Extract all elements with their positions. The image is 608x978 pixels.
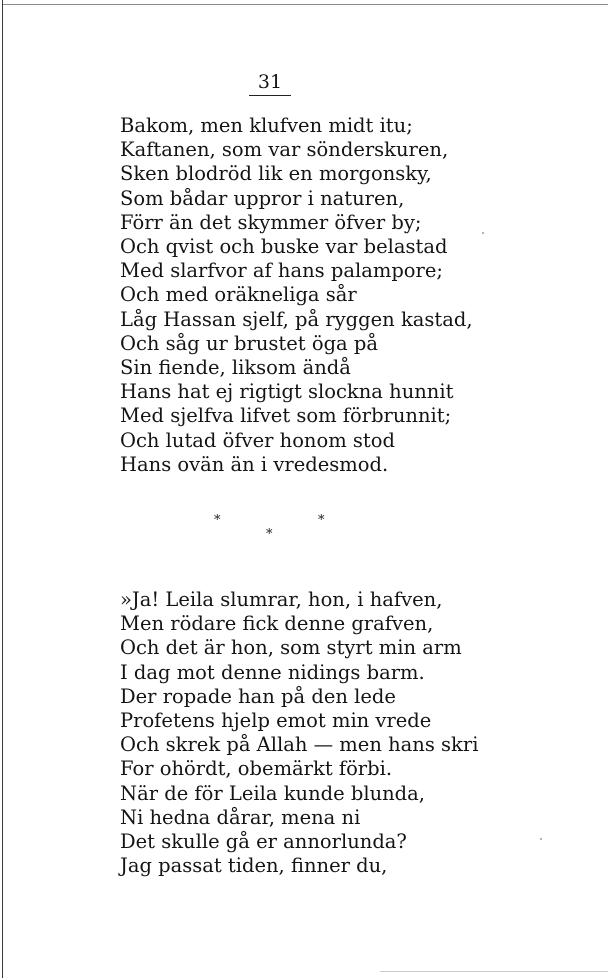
separator-asterisk-bottom: * — [266, 527, 273, 542]
verse-line: Ni hedna dårar, mena ni — [120, 805, 361, 829]
page-number: 31 — [257, 71, 283, 93]
verse-line: Sin fiende, liksom ändå — [120, 356, 351, 380]
verse-line: Och qvist och buske var belastad — [120, 235, 448, 259]
verse-line: I dag mot denne nidings barm. — [120, 660, 425, 684]
verse-line: Med slarfvor af hans palampore; — [120, 259, 443, 283]
verse-line: Sken blodröd lik en morgonsky, — [120, 162, 432, 186]
scan-speck — [540, 838, 542, 840]
verse-line: Och lutad öfver honom stod — [120, 428, 395, 452]
stanza-1 — [120, 114, 473, 477]
stanza-2 — [120, 588, 478, 878]
verse-line: Det skulle gå er annorlunda? — [120, 830, 407, 854]
verse-line: Och såg ur brustet öga på — [120, 331, 378, 355]
verse-line: Som bådar uppror i naturen, — [120, 186, 405, 210]
verse-line: Låg Hassan sjelf, på ryggen kastad, — [120, 307, 473, 331]
separator-asterisk-right: * — [318, 513, 325, 528]
scan-top-edge — [3, 4, 608, 5]
verse-line: Förr än det skymmer öfver by; — [120, 210, 422, 234]
verse-line: »Ja! Leila slumrar, hon, i hafven, — [120, 588, 443, 611]
page-number-rule — [249, 95, 291, 96]
verse-line: For ohördt, obemärkt förbi. — [120, 757, 393, 781]
verse-line: Jag passat tiden, finner du, — [120, 854, 388, 878]
verse-line: Hans ovän än i vredesmod. — [120, 452, 389, 476]
verse-line: Med sjelfva lifvet som förbrunnit; — [120, 404, 452, 428]
verse-line: När de för Leila kunde blunda, — [120, 781, 425, 805]
verse-line: Der ropade han på den lede — [120, 684, 396, 708]
verse-line: Och skrek på Allah — men hans skri — [120, 733, 479, 757]
verse-line: Och med oräkneliga sår — [120, 283, 357, 307]
verse-line: Bakom, men klufven midt itu; — [120, 114, 413, 137]
verse-line: Men rödare fick denne grafven, — [120, 612, 434, 636]
verse-line: Och det är hon, som styrt min arm — [120, 636, 462, 660]
separator-asterisk-left: * — [214, 513, 221, 528]
verse-line: Kaftanen, som var sönderskuren, — [120, 138, 449, 162]
scan-speck — [482, 232, 484, 234]
verse-line: Profetens hjelp emot min vrede — [120, 709, 432, 733]
verse-line: Hans hat ej rigtigt slockna hunnit — [120, 380, 454, 404]
scan-left-edge — [2, 0, 3, 978]
scan-bottom-edge — [380, 971, 608, 972]
